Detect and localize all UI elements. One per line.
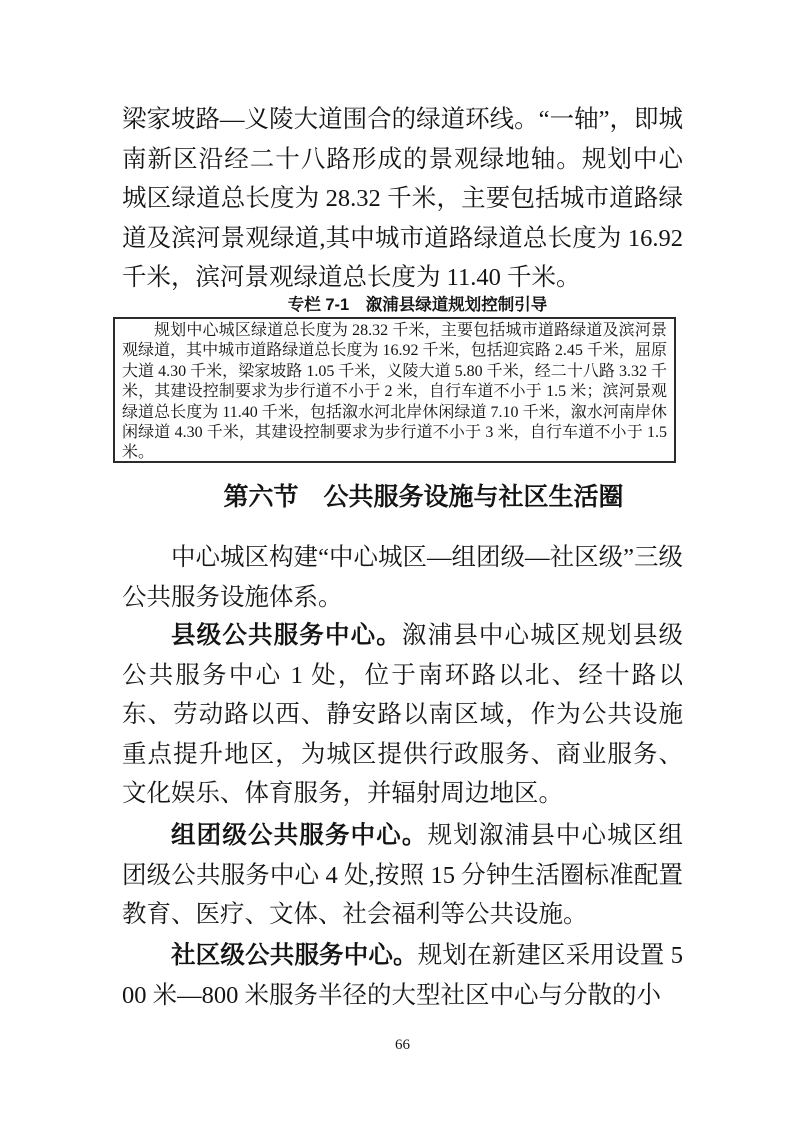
paragraph-group-center [122,816,683,935]
paragraph-intro-text: 中心城区构建“中心城区—组团级—社区级”三级公共服务设施体系。 [122,544,683,611]
callout-title: 专栏 7-1 溆浦县绿道规划控制引导 [287,296,548,314]
section-heading: 第六节 公共服务设施与社区生活圈 [223,483,624,511]
paragraph-county-lead: 县级公共服务中心。 [171,622,402,649]
paragraph-continuation: 梁家坡路—义陵大道围合的绿道环线。“一轴”，即城南新区沿经二十八路形成的景观绿地轴。规划中心城区绿道总长度为 28.32 千米，主要包括城市道路绿道及滨河景观绿道,其中城市道路绿道总长度为 16.92 千米，滨河景观绿道总长度为 11.40 千米。 [122,106,683,292]
paragraph-group-text: 规划溆浦县中心城区组团级公共服务中心 4 处,按照 15 分钟生活圈标准配置教育、医疗、文体、社会福利等公共设施。 [122,822,683,929]
paragraph-community-center [122,936,683,1015]
paragraph-community-lead: 社区级公共服务中心。 [171,942,418,969]
callout-box [113,317,676,463]
paragraph-county-center [122,616,683,814]
paragraph-intro [122,538,683,617]
paragraph-community-text: 规划在新建区采用设置 500 米—800 米服务半径的大型社区中心与分散的小 [122,942,684,1009]
page-number: 66 [395,1037,410,1053]
callout-body-text: 规划中心城区绿道总长度为 28.32 千米，主要包括城市道路绿道及滨河景观绿道，其中城市道路绿道总长度为 16.92 千米，包括迎宾路 2.45 千米，屈原大道 4.30 千米，梁家坡路 1.05 千米，义陵大道 5.80 千米，经二十八路 3.32 千米，其建设控制要求为步行道不小于 2 米，自行车道不小于 1.5 米；滨河景观绿道总长度为 11.40 千米，包括溆水河北岸休闲绿道 7.10 千米，溆水河南岸休闲绿道 4.30 千米，其建设控制要求为步行道不小于 3 米，自行车道不小于 1.5 米。 [122,322,667,462]
paragraph-group-lead: 组团级公共服务中心。 [171,822,428,849]
paragraph-county-text: 溆浦县中心城区规划县级公共服务中心 1 处，位于南环路以北、经十路以东、劳动路以西、静安路以南区域，作为公共设施重点提升地区，为城区提供行政服务、商业服务、文化娱乐、体育服务，并辐射周边地区。 [122,622,683,808]
